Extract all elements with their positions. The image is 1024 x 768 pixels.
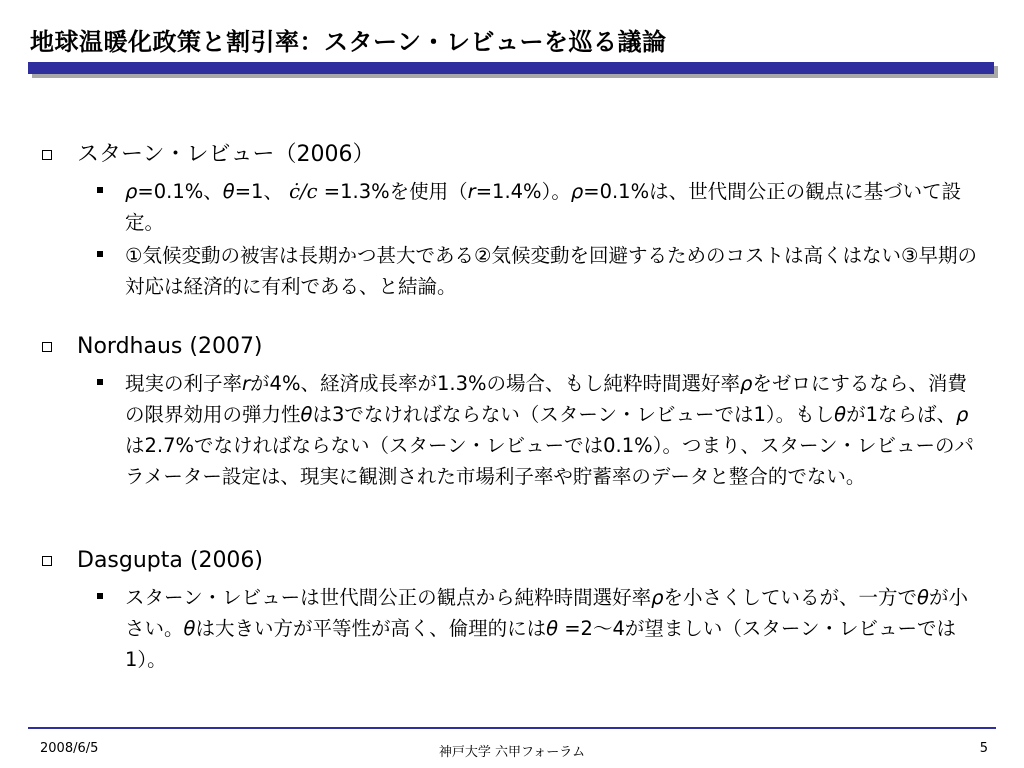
- list-item-text: [125, 368, 985, 492]
- footer-page-number: 5: [979, 741, 988, 756]
- section-stern-review: [40, 140, 985, 302]
- math-fraction: ċ/c: [289, 180, 318, 203]
- math-symbol: θ: [222, 180, 235, 203]
- math-symbol: θ: [834, 403, 847, 426]
- math-symbol: θ: [917, 586, 929, 609]
- text-run: =0.1%は、世代間公正の観点に基づいて設定。: [125, 180, 962, 234]
- math-symbol: r: [242, 372, 251, 395]
- list-item: [92, 240, 985, 302]
- math-symbol: θ: [300, 403, 313, 426]
- hollow-square-bullet-icon: [42, 556, 52, 566]
- section-heading: Dasgupta (2006): [77, 548, 264, 573]
- footer-date: 2008/6/5: [40, 741, 99, 756]
- list-item-text: [125, 582, 985, 675]
- hollow-square-bullet-icon: [42, 150, 52, 160]
- text-run: が4%、経済成長率が1.3%の場合、もし純粋時間選好率: [250, 372, 741, 395]
- math-symbol: ρ: [740, 372, 753, 395]
- math-symbol: ρ: [956, 403, 969, 426]
- text-run: ①気候変動の被害は長期かつ甚大である②気候変動を回避するためのコストは高くはない③早期の対応は経済的に有利である、と結論。: [125, 244, 977, 298]
- hollow-square-bullet-icon: [42, 342, 52, 352]
- text-run: 現実の利子率: [125, 372, 243, 395]
- footer-divider: [28, 727, 996, 729]
- section-heading: Nordhaus (2007): [77, 334, 263, 359]
- math-symbol: ρ: [570, 180, 584, 203]
- text-run: を小さくしているが、一方で: [663, 586, 918, 609]
- text-run: =1.4%）。: [475, 180, 571, 203]
- slide-title: 地球温暖化政策と割引率：スターン・レビューを巡る議論: [30, 28, 667, 56]
- math-symbol: ρ: [651, 586, 664, 609]
- math-symbol: θ: [183, 617, 196, 640]
- text-run: が1ならば、: [846, 403, 956, 426]
- section-heading-row: [40, 546, 985, 576]
- section-nordhaus: [40, 332, 985, 492]
- section-dasgupta: [40, 546, 985, 675]
- list-item: [92, 368, 985, 492]
- math-symbol: ρ: [125, 180, 138, 203]
- text-run: =1、: [234, 180, 290, 203]
- math-symbol: θ: [546, 617, 559, 640]
- math-symbol: r: [467, 180, 476, 203]
- list-item-text: [125, 240, 985, 302]
- text-run: は2.7%でなければならない（スターン・レビューでは0.1%）。つまり、スターン・レビューのパラメーター設定は、現実に観測された市場利子率や貯蓄率のデータと整合的でない。: [125, 434, 975, 488]
- list-item: [92, 176, 985, 238]
- text-run: =0.1%、: [137, 180, 223, 203]
- text-run: =1.3%を使用（: [317, 180, 468, 203]
- text-run: は3でなければならない（スターン・レビューでは1）。もし: [312, 403, 835, 426]
- text-run: をゼロにするなら、消費の限界効用の弾力性: [125, 372, 967, 426]
- section-heading-row: [40, 332, 985, 362]
- text-run: は大きい方が平等性が高く、倫理的には: [195, 617, 547, 640]
- text-run: スターン・レビューは世代間公正の観点から純粋時間選好率: [125, 586, 652, 609]
- section-heading-row: [40, 140, 985, 170]
- text-run: が小さい。: [125, 586, 968, 640]
- section-heading: スターン・レビュー（2006）: [77, 142, 375, 167]
- text-run: =2〜4が望ましい（スターン・レビューでは1）。: [125, 617, 956, 671]
- list-item-text: [125, 176, 985, 238]
- list-item: [92, 582, 985, 675]
- footer-center-text: 神戸大学 六甲フォーラム: [438, 745, 586, 760]
